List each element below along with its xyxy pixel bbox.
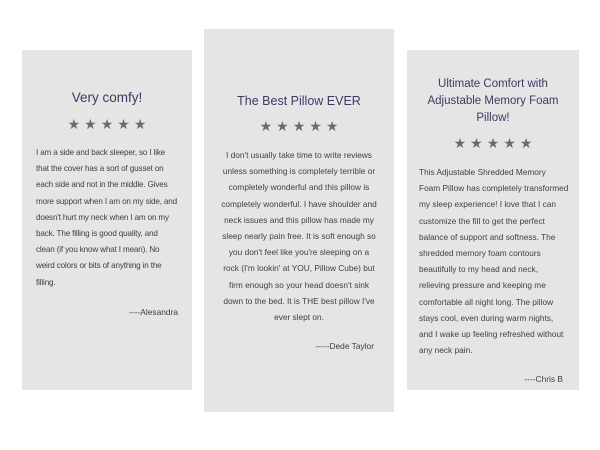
review-title: Very comfy! [71, 90, 143, 105]
review-title: Ultimate Comfort with Adjustable Memory Foam Pillow! [427, 78, 559, 124]
review-card [204, 29, 394, 412]
review-author: -----Dede Taylor [315, 341, 374, 352]
review-text: I don't usually take time to write reviews unless something is completely terrible or completely wonderful and this pillow is completely wonderful. I have shoulder and neck issues and this pillow has made my sleep nearly pain free. It is soft enough so you don't feel like you're sleeping on a rock (I'm lookin' at YOU, Pillow Cube) but firm enough so your head doesn't sink down to the bed. It is THE best pillow I've ever slept on. [221, 150, 377, 323]
review-card [407, 50, 579, 390]
review-text: I am a side and back sleeper, so I like that the cover has a sort of gusset on each side and not in the middle. Gives more support when I am on my side, and doesn't hurt my neck when I am on my back. The filling is good quality, and clean (if you know what I mean). No weird colors or bits of anything in the filling. [36, 148, 177, 287]
star-rating-icon: ★★★★★ [453, 135, 537, 151]
star-rating-icon: ★★★★★ [67, 116, 151, 132]
review-author: ----Alesandra [129, 306, 178, 317]
review-author: ----Chris B [524, 374, 563, 385]
review-title: The Best Pillow EVER [237, 94, 361, 108]
review-card [22, 50, 192, 390]
star-rating-icon: ★★★★★ [259, 118, 343, 134]
review-text: This Adjustable Shredded Memory Foam Pillow has completely transformed my sleep experience! I love that I can customize the fill to get the perfect balance of support and softness. The shredded memory foam contours beautifully to my head and neck, relieving pressure and keeping me comfortable all night long. The pillow stays cool, even during warm nights, and I wake up feeling refreshed without any neck pain. [419, 167, 569, 356]
